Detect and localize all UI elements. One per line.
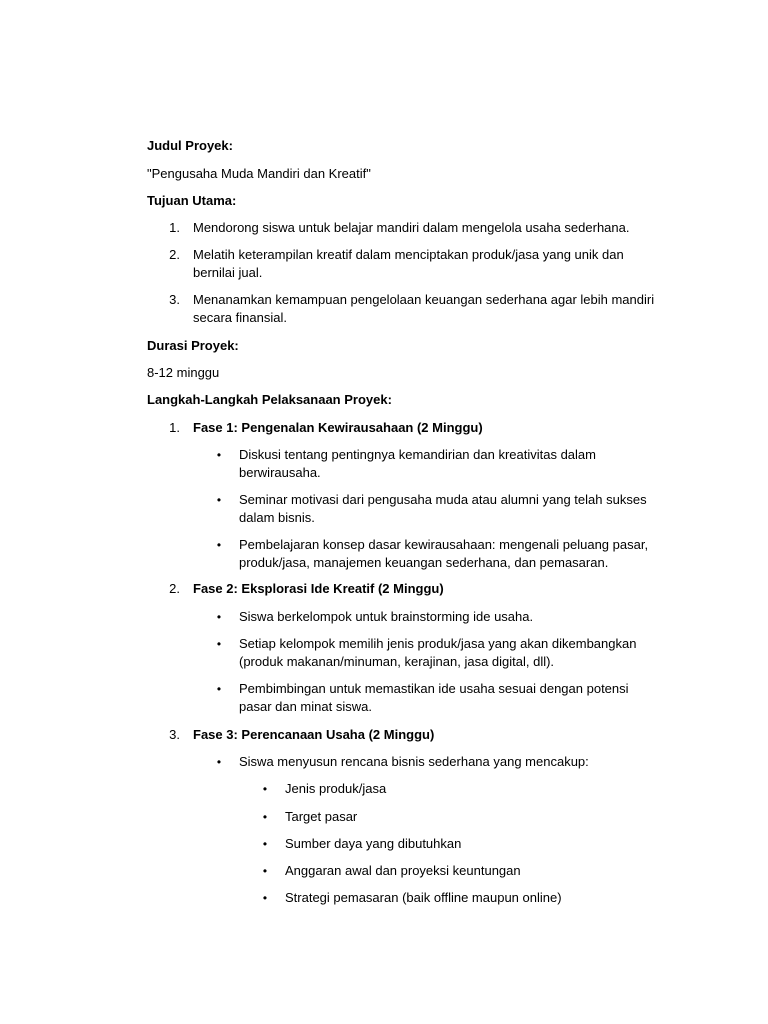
sub-bullet: Strategi pemasaran (baik offline maupun online) [285,890,562,905]
goal-item: Mendorong siswa untuk belajar mandiri dalam mengelola usaha sederhana. [193,220,630,235]
phase-bullet: Pembelajaran konsep dasar kewirausahaan: mengenali peluang pasar, produk/jasa, manajemen keuangan sederhana, dan pemasaran. [239,537,649,570]
bullet-icon: • [216,682,222,696]
phase-title: Fase 1: Pengenalan Kewirausahaan (2 Minggu) [193,420,483,435]
bullet-icon: • [216,637,222,651]
goals-heading: Tujuan Utama: [147,193,237,208]
phase-number: 3. [169,727,180,742]
bullet-icon: • [216,610,222,624]
duration-value: 8-12 minggu [147,365,220,380]
bullet-icon: • [216,493,222,507]
sub-bullet: Target pasar [285,809,358,824]
bullet-icon: • [262,864,268,878]
bullet-icon: • [262,891,268,905]
phase-title: Fase 3: Perencanaan Usaha (2 Minggu) [193,727,435,742]
project-title-heading: Judul Proyek: [147,138,233,153]
project-title-value: "Pengusaha Muda Mandiri dan Kreatif" [147,166,371,181]
phase-number: 1. [169,420,180,435]
sub-bullet: Sumber daya yang dibutuhkan [285,836,462,851]
phase-title: Fase 2: Eksplorasi Ide Kreatif (2 Minggu) [193,581,444,596]
bullet-icon: • [262,782,268,796]
phase-bullet: Seminar motivasi dari pengusaha muda atau alumni yang telah sukses dalam bisnis. [239,492,647,525]
bullet-icon: • [216,755,222,769]
goal-number: 3. [169,292,180,307]
sub-bullet: Anggaran awal dan proyeksi keuntungan [285,863,521,878]
phase-bullet: Diskusi tentang pentingnya kemandirian dan kreativitas dalam berwirausaha. [239,447,596,480]
phase-number: 2. [169,581,180,596]
phase-bullet: Siswa berkelompok untuk brainstorming ide usaha. [239,609,534,624]
goal-number: 1. [169,220,180,235]
steps-heading: Langkah-Langkah Pelaksanaan Proyek: [147,392,392,407]
bullet-icon: • [262,837,268,851]
duration-heading: Durasi Proyek: [147,338,239,353]
goal-number: 2. [169,247,180,262]
sub-bullet: Jenis produk/jasa [285,781,387,796]
bullet-icon: • [216,538,222,552]
bullet-icon: • [262,810,268,824]
phase-bullet: Setiap kelompok memilih jenis produk/jasa yang akan dikembangkan (produk makanan/minuman, kerajinan, jasa digital, dll). [239,636,637,669]
bullet-icon: • [216,448,222,462]
phase-bullet: Siswa menyusun rencana bisnis sederhana yang mencakup: [239,754,589,769]
goal-item: Menanamkan kemampuan pengelolaan keuangan sederhana agar lebih mandiri secara finansial. [193,292,655,325]
phase-bullet: Pembimbingan untuk memastikan ide usaha sesuai dengan potensi pasar dan minat siswa. [239,681,629,714]
goal-item: Melatih keterampilan kreatif dalam menciptakan produk/jasa yang unik dan bernilai jual. [193,247,624,280]
